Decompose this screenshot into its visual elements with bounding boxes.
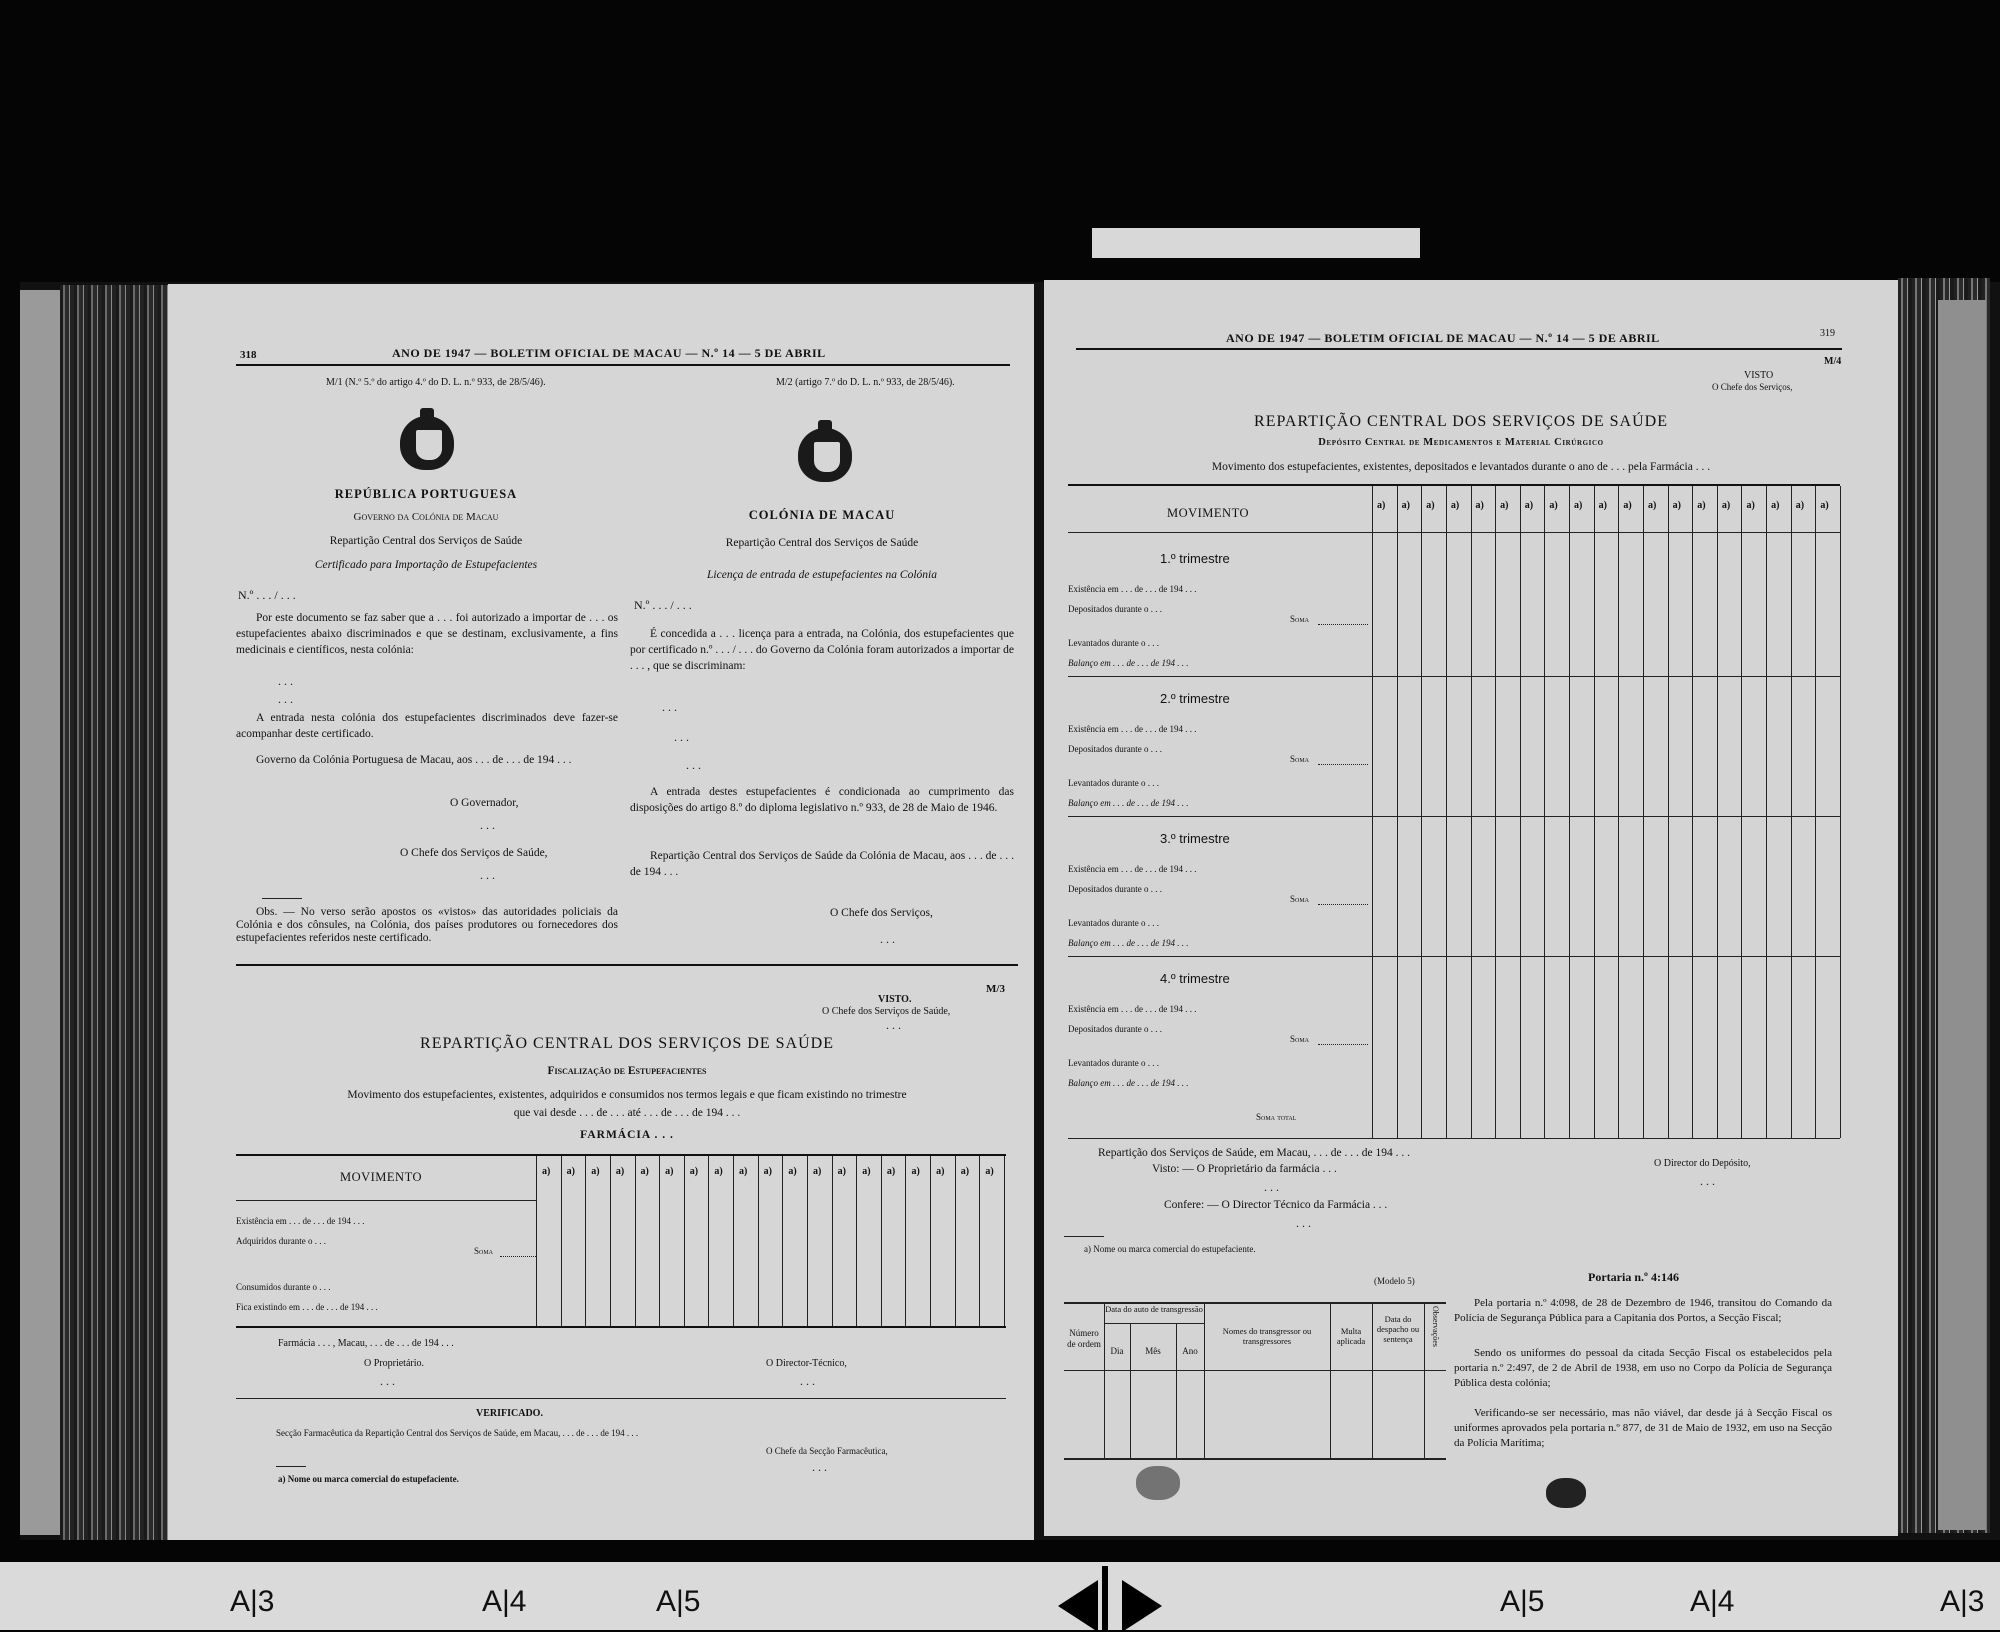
m4-row-label: Balanço em . . . de . . . de 194 . . . [1068, 1078, 1189, 1088]
m3-column-line [758, 1156, 759, 1326]
m4-row-label: Balanço em . . . de . . . de 194 . . . [1068, 938, 1189, 948]
m3-column-line [585, 1156, 586, 1326]
m3-column-line [1004, 1156, 1005, 1326]
m3-seccao: Secção Farmacêutica da Repartição Central dos Serviços de Saúde, em Macau, . . . de . . . de 194 . . . [276, 1428, 639, 1438]
m2-paragraph-2: A entrada destes estupefacientes é condicionada ao cumprimento das disposições do artigo 8.º do diploma legislativo n.º 933, de 28 de Maio de 1946. [630, 786, 1014, 814]
m2-paragraph-1: É concedida a . . . licença para a entrada, na Colónia, dos estupefacientes que por certificado n.º . . . / . . . do Governo da Colónia foram autorizados a importar de . . . , que se discriminam: [630, 628, 1014, 672]
m4-block-rule [1068, 676, 1840, 677]
m4-visto: VISTO [1744, 370, 1774, 381]
m3-column-line [561, 1156, 562, 1326]
m1-paragraph-1: Por este documento se faz saber que a . . . foi autorizado a importar de . . . os estupefacientes abaixo discriminados e que se destinam, exclusivamente, a fins medicinais e científicos, nesta colónia: [236, 612, 618, 656]
m3-line-1: Movimento dos estupefacientes, existentes, adquiridos e consumidos nos termos legais e que ficam existindo no trimestre [347, 1089, 907, 1101]
m4-row-label: Existência em . . . de . . . de 194 . . . [1068, 1004, 1197, 1014]
m3-column-header: a) [566, 1166, 575, 1177]
m4-dots-c: . . . [1296, 1216, 1311, 1230]
book-edge-left [20, 290, 62, 1535]
m4-soma-total: Soma total [1256, 1112, 1297, 1122]
m4-subtitle: Depósito Central de Medicamentos e Material Cirúrgico [1318, 437, 1604, 448]
m3-column-header: a) [862, 1166, 871, 1177]
m4-column-header: a) [1672, 500, 1681, 511]
m3-column-line [807, 1156, 808, 1326]
m1-governo: Governo da Colónia de Macau [353, 511, 499, 523]
m3-column-line [930, 1156, 931, 1326]
m3-soma: Soma [474, 1246, 494, 1256]
m5-observacoes: Observações [1431, 1306, 1440, 1347]
m3-column-line [832, 1156, 833, 1326]
m4-column-line [1397, 486, 1398, 1138]
m2-chefe: O Chefe dos Serviços, [830, 907, 933, 919]
m1-obs: Obs. — No verso serão apostos os «vistos» das autoridades policiais da Colónia e dos cônsules, na Colónia, dos países produtores ou fornecedores dos estupefacientes referidos neste certificado. [236, 906, 618, 944]
m4-column-header: a) [1549, 500, 1558, 511]
m3-column-line [979, 1156, 980, 1326]
m4-note-rule [1064, 1236, 1104, 1237]
m3-column-header: a) [936, 1166, 945, 1177]
m4-column-header: a) [1721, 500, 1731, 511]
m4-soma-total-rule [1068, 1138, 1840, 1139]
film-arrow-right-icon [1122, 1580, 1162, 1632]
portaria-paragraph-3: Verificando-se ser necessário, mas não viável, dar desde já à Secção Fiscal os uniformes aprovados pela portaria n.º 877, de 31 de Maio de 1932, em uso na Secção da Polícia Marítima; [1454, 1407, 1832, 1449]
m3-table-bottom-rule [236, 1326, 1006, 1328]
m4-column-line [1668, 486, 1669, 1138]
m4-visto-chefe: O Chefe dos Serviços, [1712, 382, 1793, 392]
m2-paragraph-3: Repartição Central dos Serviços de Saúde da Colónia de Macau, aos . . . de . . . de 194 . . . [630, 850, 1014, 878]
m1-certificado: Certificado para Importação de Estupefacientes [314, 559, 538, 571]
m3-column-line [635, 1156, 636, 1326]
m4-soma-dots [1318, 1044, 1368, 1045]
m4-soma: Soma [1290, 754, 1310, 764]
m4-code: M/4 [1824, 356, 1842, 367]
m2-dots-4: . . . [880, 932, 895, 946]
portuguese-coat-of-arms-icon [798, 428, 852, 482]
m5-mes: Mês [1145, 1346, 1161, 1356]
m4-row-label: Depositados durante o . . . [1068, 604, 1162, 614]
m3-title: REPARTIÇÃO CENTRAL DOS SERVIÇOS DE SAÚDE [420, 1035, 834, 1052]
m4-column-header: a) [1647, 500, 1657, 511]
m4-column-line [1741, 486, 1742, 1138]
m1-dots-2: . . . [278, 692, 293, 706]
m3-dots-c: . . . [812, 1460, 827, 1474]
m5-col-line [1130, 1323, 1131, 1458]
m4-column-line [1594, 486, 1595, 1138]
m3-column-line [733, 1156, 734, 1326]
m4-row-label: Depositados durante o . . . [1068, 884, 1162, 894]
m2-bottom-rule [236, 964, 1018, 966]
m3-column-header: a) [665, 1166, 674, 1177]
m4-column-line [1446, 486, 1447, 1138]
m4-trimestre-label: 4.º trimestre [1160, 971, 1230, 986]
m4-column-header: a) [1574, 500, 1583, 511]
m3-verificado: VERIFICADO. [476, 1408, 543, 1419]
m3-column-header: a) [985, 1166, 994, 1177]
m5-bottom-rule [1064, 1458, 1446, 1460]
m5-col-line [1176, 1323, 1177, 1458]
m1-paragraph-3: Governo da Colónia Portuguesa de Macau, aos . . . de . . . de 194 . . . [256, 754, 572, 766]
m2-numero: N.º . . . / . . . [634, 598, 692, 612]
m3-table-top-rule [236, 1154, 1006, 1156]
m5-data-auto: Data do auto de transgressão [1105, 1304, 1203, 1314]
m3-header-rule [236, 1200, 536, 1201]
portuguese-coat-of-arms-icon [400, 416, 454, 470]
m3-code: M/3 [986, 983, 1005, 995]
m4-column-line [1766, 486, 1767, 1138]
m1-dots-1: . . . [278, 674, 293, 688]
m4-row-label: Levantados durante o . . . [1068, 918, 1159, 928]
m3-line-2: que vai desde . . . de . . . até . . . de . . . de 194 . . . [513, 1107, 741, 1119]
m3-column-line [905, 1156, 906, 1326]
film-center-bar [1102, 1566, 1108, 1630]
m4-trimestre-label: 2.º trimestre [1160, 691, 1230, 706]
m4-row-label: Balanço em . . . de . . . de 194 . . . [1068, 798, 1189, 808]
m4-column-header: a) [1771, 500, 1780, 511]
m4-row-label: Existência em . . . de . . . de 194 . . . [1068, 584, 1197, 594]
m3-row-existencia: Existência em . . . de . . . de 194 . . . [236, 1216, 365, 1226]
m4-block-rule [1068, 956, 1840, 957]
m1-short-rule [262, 898, 302, 899]
m4-row-label: Existência em . . . de . . . de 194 . . . [1068, 864, 1197, 874]
m4-soma: Soma [1290, 894, 1310, 904]
m4-row-label: Levantados durante o . . . [1068, 778, 1159, 788]
m4-confere: Confere: — O Director Técnico da Farmácia . . . [1164, 1199, 1388, 1211]
m3-column-header: a) [591, 1166, 600, 1177]
m3-subtitle: Fiscalização de Estupefacientes [547, 1065, 707, 1077]
m3-column-line [782, 1156, 783, 1326]
m3-local: Farmácia . . . , Macau, . . . de . . . de 194 . . . [278, 1338, 454, 1349]
m5-despacho: Data do despacho ou sentença [1376, 1314, 1420, 1344]
m4-director-deposito: O Director do Depósito, [1654, 1158, 1751, 1169]
m5-nomes: Nomes do transgressor ou transgressores [1222, 1326, 1312, 1346]
m4-column-line [1569, 486, 1570, 1138]
m3-column-header: a) [960, 1166, 970, 1177]
right-header-rule [1076, 348, 1842, 350]
m1-governador: O Governador, [450, 797, 519, 809]
m3-director: O Director-Técnico, [766, 1358, 847, 1369]
paper-tab [1092, 228, 1420, 258]
m5-col-line [1204, 1302, 1205, 1458]
m1-numero: N.º . . . / . . . [238, 588, 296, 602]
m4-block-rule [1068, 816, 1840, 817]
m3-column-header: a) [615, 1166, 625, 1177]
m4-note: a) Nome ou marca comercial do estupefaciente. [1084, 1244, 1256, 1254]
m3-column-line [955, 1156, 956, 1326]
left-header-rule [236, 364, 1010, 366]
m3-column-line [610, 1156, 611, 1326]
left-page-header: ANO DE 1947 — BOLETIM OFICIAL DE MACAU — N.º 14 — 5 DE ABRIL [392, 346, 826, 360]
m4-soma-dots [1318, 624, 1368, 625]
m3-note: a) Nome ou marca comercial do estupefaciente. [278, 1474, 459, 1484]
m5-ano: Ano [1182, 1346, 1198, 1356]
m3-column-header: a) [714, 1166, 723, 1177]
m4-visto2: Visto: — O Proprietário da farmácia . . . [1152, 1163, 1337, 1175]
m3-column-line [684, 1156, 685, 1326]
film-label: A|3 [1940, 1585, 1985, 1618]
m4-column-line [1717, 486, 1718, 1138]
m1-dots-4: . . . [480, 868, 495, 882]
m2-dots-2: . . . [674, 730, 689, 744]
right-page-number: 319 [1820, 328, 1835, 339]
m4-column-line [1495, 486, 1496, 1138]
m2-reference: M/2 (artigo 7.º do D. L. n.º 933, de 28/5/46). [776, 377, 955, 388]
m3-dots-b: . . . [800, 1374, 815, 1388]
m4-column-header: a) [1598, 500, 1608, 511]
m4-line-1: Movimento dos estupefacientes, existentes, depositados e levantados durante o ano de . . . pela Farmácia . . . [1211, 461, 1711, 473]
portaria-paragraph-2: Sendo os uniformes do pessoal da citada Secção Fiscal os estabelecidos pela portaria n.º 2:497, de 2 de Abril de 1938, em uso no Corpo da Polícia de Segurança Pública desta colónia; [1454, 1347, 1832, 1389]
m4-soma: Soma [1290, 614, 1310, 624]
m3-note-rule [276, 1466, 306, 1467]
m3-row-fica: Fica existindo em . . . de . . . de 194 . . . [236, 1302, 378, 1312]
portaria-paragraph-1: Pela portaria n.º 4:098, de 28 de Dezembro de 1946, transitou do Comando da Polícia de Segurança Pública para a Capitania dos Portos, a Secção Fiscal; [1454, 1297, 1832, 1324]
m4-column-line [1520, 486, 1521, 1138]
m5-col-line [1104, 1302, 1105, 1458]
film-label: A|5 [656, 1585, 701, 1618]
m4-column-line [1643, 486, 1644, 1138]
m4-trimestre-label: 3.º trimestre [1160, 831, 1230, 846]
m3-movimento-header: MOVIMENTO [339, 1170, 423, 1184]
right-page-header: ANO DE 1947 — BOLETIM OFICIAL DE MACAU — N.º 14 — 5 DE ABRIL [1226, 331, 1660, 345]
m3-row-adquiridos: Adquiridos durante o . . . [236, 1236, 326, 1246]
m4-row-label: Depositados durante o . . . [1068, 1024, 1162, 1034]
film-label: A|4 [482, 1585, 527, 1618]
m4-header-rule [1068, 532, 1840, 533]
m3-visto-chefe: O Chefe dos Serviços de Saúde, [822, 1006, 951, 1017]
m5-modelo: (Modelo 5) [1374, 1276, 1415, 1286]
m4-column-header: a) [1623, 500, 1632, 511]
m3-proprietario: O Proprietário. [364, 1358, 424, 1369]
m1-paragraph-2: A entrada nesta colónia dos estupefacientes discriminados deve fazer-se acompanhar deste certificado. [236, 712, 618, 740]
m4-trimestre-label: 1.º trimestre [1160, 551, 1230, 566]
m4-column-line [1791, 486, 1792, 1138]
m4-column-header: a) [1426, 500, 1435, 511]
m3-column-header: a) [640, 1166, 649, 1177]
m3-column-header: a) [911, 1166, 920, 1177]
m4-column-line [1372, 486, 1373, 1138]
m4-column-line [1840, 486, 1841, 1138]
m2-colonia: COLÓNIA DE MACAU [748, 508, 896, 522]
m4-column-line [1421, 486, 1422, 1138]
m5-dia: Dia [1110, 1346, 1124, 1356]
m4-column-header: a) [1795, 500, 1805, 511]
m3-column-line [856, 1156, 857, 1326]
m3-column-line [881, 1156, 882, 1326]
m1-republic: REPÚBLICA PORTUGUESA [334, 487, 518, 501]
m4-soma-dots [1318, 764, 1368, 765]
m4-row-label: Balanço em . . . de . . . de 194 . . . [1068, 658, 1189, 668]
m4-column-line [1544, 486, 1545, 1138]
m4-dots-a: . . . [1264, 1180, 1279, 1194]
portaria-title: Portaria n.º 4:146 [1588, 1270, 1679, 1284]
ink-stain [1136, 1466, 1180, 1500]
m4-dots-b: . . . [1700, 1174, 1715, 1188]
m4-column-header: a) [1500, 500, 1509, 511]
m3-soma-dots [500, 1256, 536, 1257]
m3-dots-a: . . . [380, 1374, 395, 1388]
m4-movimento-header: MOVIMENTO [1166, 506, 1250, 520]
film-label: A|5 [1500, 1585, 1545, 1618]
m2-dots-3: . . . [686, 758, 701, 772]
m4-table-top-rule [1068, 484, 1840, 486]
m4-local: Repartição dos Serviços de Saúde, em Macau, . . . de . . . de 194 . . . [1098, 1147, 1411, 1159]
m5-header-bottom-rule [1064, 1370, 1446, 1371]
m2-licenca: Licença de entrada de estupefacientes na Colónia [707, 569, 937, 581]
m3-column-header: a) [542, 1166, 551, 1177]
m4-column-line [1692, 486, 1693, 1138]
m1-reparticao: Repartição Central dos Serviços de Saúde [329, 535, 523, 547]
m3-chefe-seccao: O Chefe da Secção Farmacêutica, [766, 1446, 888, 1456]
m4-column-header: a) [1377, 500, 1386, 511]
m3-column-header: a) [812, 1166, 822, 1177]
m5-multa: Multa aplicada [1336, 1326, 1366, 1346]
m3-row-consumidos: Consumidos durante o . . . [236, 1282, 331, 1292]
m4-column-line [1618, 486, 1619, 1138]
m4-column-header: a) [1450, 500, 1460, 511]
m3-column-line [536, 1156, 537, 1326]
book-edge-right [1938, 300, 1986, 1530]
m4-row-label: Levantados durante o . . . [1068, 1058, 1159, 1068]
m3-column-header: a) [837, 1166, 846, 1177]
m1-chefe: O Chefe dos Serviços de Saúde, [400, 847, 548, 859]
ink-stain [1546, 1478, 1586, 1508]
m3-column-line [708, 1156, 709, 1326]
m3-column-header: a) [788, 1166, 797, 1177]
m3-column-header: a) [739, 1166, 748, 1177]
m4-row-label: Levantados durante o . . . [1068, 638, 1159, 648]
m3-column-header: a) [689, 1166, 699, 1177]
m4-soma: Soma [1290, 1034, 1310, 1044]
film-arrow-left-icon [1058, 1580, 1098, 1632]
m4-column-header: a) [1746, 500, 1755, 511]
m4-row-label: Existência em . . . de . . . de 194 . . . [1068, 724, 1197, 734]
m5-col-line [1424, 1302, 1425, 1458]
m4-row-label: Depositados durante o . . . [1068, 744, 1162, 754]
left-page-number: 318 [240, 349, 257, 361]
m4-column-header: a) [1820, 500, 1829, 511]
m3-column-header: a) [886, 1166, 896, 1177]
m4-column-header: a) [1475, 500, 1484, 511]
m1-reference: M/1 (N.º 5.º do artigo 4.º do D. L. n.º 933, de 28/5/46). [326, 377, 546, 388]
m3-visto-dots: . . . [886, 1018, 901, 1032]
m4-title: REPARTIÇÃO CENTRAL DOS SERVIÇOS DE SAÚDE [1254, 413, 1668, 430]
m5-date-rule [1104, 1323, 1204, 1324]
m4-column-line [1815, 486, 1816, 1138]
m1-dots-3: . . . [480, 818, 495, 832]
m3-visto: VISTO. [878, 994, 912, 1005]
m3-rule-verificado [236, 1398, 1006, 1399]
m4-column-header: a) [1697, 500, 1706, 511]
m4-soma-dots [1318, 904, 1368, 905]
film-label: A|3 [230, 1585, 275, 1618]
m3-column-line [659, 1156, 660, 1326]
film-label: A|4 [1690, 1585, 1735, 1618]
m2-reparticao: Repartição Central dos Serviços de Saúde [725, 537, 919, 549]
m5-numero: Número de ordem [1067, 1328, 1101, 1349]
m4-column-line [1471, 486, 1472, 1138]
book-spine-left [60, 285, 170, 1540]
m3-column-header: a) [763, 1166, 773, 1177]
m2-dots-1: . . . [662, 700, 677, 714]
m3-farmacia: FARMÁCIA . . . [580, 1129, 674, 1141]
m4-column-header: a) [1524, 500, 1534, 511]
m4-column-header: a) [1401, 500, 1410, 511]
